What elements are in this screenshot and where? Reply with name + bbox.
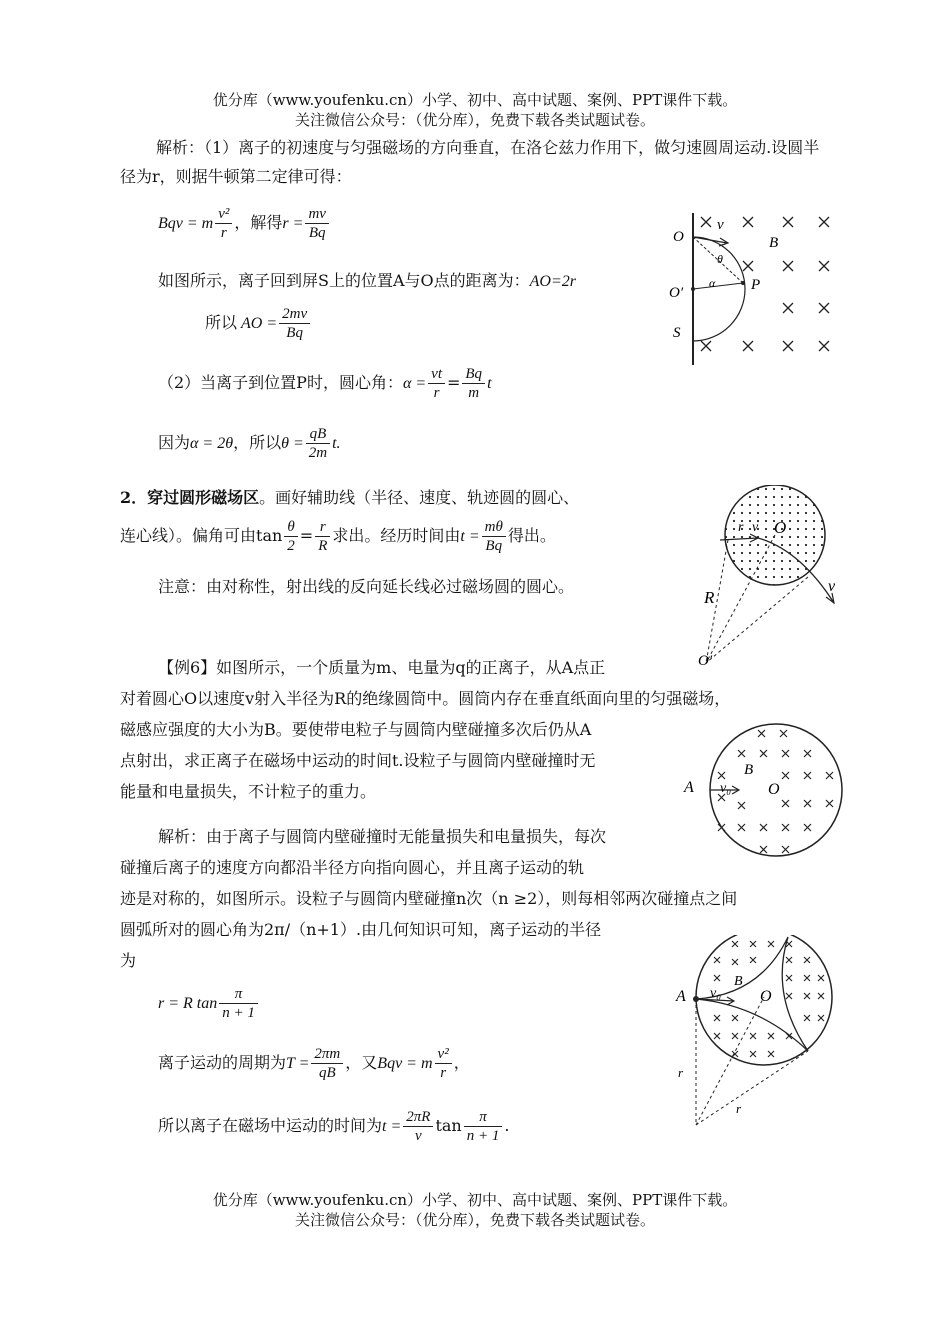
section2-line-1	[120, 487, 579, 509]
p2-num2: Bq	[462, 365, 485, 384]
fig1-label-O: O	[673, 229, 684, 245]
section2-tan-num: θ	[284, 518, 298, 537]
fig1-label-Oprime: O′	[669, 285, 684, 301]
period-also-end: ，	[453, 1053, 470, 1072]
eq1-den2: Bq	[308, 225, 326, 241]
fig1-label-alpha: α	[709, 276, 716, 290]
ao-text: 如图所示，离子回到屏S上的位置A与O点的距离为：	[158, 271, 530, 290]
example6-line-4: 点射出，求正离子在磁场中运动的时间t.设粒子与圆筒内壁碰撞时无	[120, 751, 596, 770]
header-line-2: 关注微信公众号：（优分库），免费下载各类试题试卷。	[294, 111, 655, 129]
time-tan: tan	[435, 1116, 462, 1135]
fig4-label-r1: r	[678, 1065, 684, 1080]
section2-text2c: 得出。	[507, 526, 556, 545]
period-also: ，又	[345, 1053, 378, 1072]
so-lhs: AO =	[241, 315, 278, 332]
fig3-label-v0: v₀	[720, 781, 732, 796]
period-fraction	[311, 1045, 343, 1082]
fig1-label-v: v	[717, 217, 724, 233]
fig1-label-S: S	[673, 325, 681, 341]
p2-text: （2）当离子到位置P时，圆心角：	[158, 373, 403, 392]
fig4-label-A: A	[676, 988, 686, 1005]
page-footer	[0, 1190, 950, 1230]
section2-t-lhs: t =	[460, 528, 480, 545]
radius-den: n + 1	[222, 1005, 255, 1021]
fig3-label-A: A	[684, 779, 694, 796]
fig3-label-B: B	[744, 762, 754, 778]
p2-fraction-2	[462, 365, 485, 402]
radius-num: π	[219, 985, 258, 1004]
radius-fraction	[219, 985, 258, 1022]
section2-tan: tan	[256, 526, 283, 545]
period-also-den: r	[440, 1065, 447, 1081]
analysis6-line-4: 圆弧所对的圆心角为2π/（n+1）.由几何知识可知，离子运动的半径	[120, 920, 602, 939]
section2-text2b: 求出。经历时间由	[332, 526, 461, 545]
because-lhs: θ =	[281, 435, 304, 452]
section2-t-num: mθ	[482, 518, 506, 537]
section2-t-fraction	[482, 518, 506, 555]
section2-title: 2．穿过圆形磁场区	[120, 488, 260, 507]
section2-tan-den: 2	[287, 538, 295, 554]
eq1-den: r	[220, 225, 227, 241]
header-line-1: 优分库（www.youfenku.cn）小学、初中、高中试题、案例、PPT课件下载。	[212, 91, 738, 109]
eq1-num2: mv	[305, 205, 329, 224]
p2-den1: r	[433, 385, 440, 401]
footer-line-1: 优分库（www.youfenku.cn）小学、初中、高中试题、案例、PPT课件下载。	[212, 1191, 738, 1209]
fig1-label-P: P	[751, 277, 761, 293]
example6-line-2: 对着圆心O以速度v射入半径为R的绝缘圆筒中。圆筒内存在垂直纸面向里的匀强磁场，	[120, 689, 731, 708]
fig4-label-r2: r	[736, 1101, 742, 1116]
time-den1: v	[415, 1128, 422, 1144]
section2-r-den: R	[318, 538, 328, 554]
p2-den2: m	[468, 385, 480, 401]
section2-theta-fraction	[284, 518, 298, 555]
so-den: Bq	[286, 325, 303, 341]
because-fraction	[306, 425, 330, 462]
period-equation	[158, 1045, 470, 1082]
so-equation	[205, 305, 312, 342]
part2-equation	[158, 365, 492, 402]
time-end: .	[504, 1116, 510, 1135]
period-also-eq: Bqv = m	[377, 1055, 433, 1072]
period-also-fraction	[435, 1045, 452, 1082]
section2-line-2	[120, 518, 556, 555]
fig4-label-B: B	[734, 974, 743, 989]
eq1-fraction-2	[305, 205, 329, 242]
time-text: 所以离子在磁场中运动的时间为	[158, 1116, 383, 1135]
fig2-label-O: O	[774, 518, 787, 537]
so-fraction	[279, 305, 310, 342]
page-header	[0, 90, 950, 130]
period-lhs: T =	[286, 1055, 310, 1072]
figure-circular-field	[690, 485, 845, 670]
figure-collision-path	[670, 935, 840, 1130]
eq1-r: r =	[282, 215, 304, 232]
analysis6-line-5: 为	[120, 951, 137, 970]
p2-t: t	[487, 375, 492, 392]
time-fraction-1	[403, 1108, 433, 1145]
because-mid: ，所以	[233, 433, 282, 452]
p2-lhs: α =	[402, 375, 427, 392]
footer-line-2: 关注微信公众号：（优分库），免费下载各类试题试卷。	[294, 1211, 655, 1229]
fig1-label-theta: θ	[717, 252, 723, 266]
period-text: 离子运动的周期为	[158, 1053, 287, 1072]
p2-fraction-1	[428, 365, 445, 402]
eq1-left: Bqv = m	[158, 215, 214, 232]
section2-text2a: 连心线）。偏角可由	[120, 526, 257, 545]
analysis6-line-3: 迹是对称的，如图所示。设粒子与圆筒内壁碰撞n次（n ≥2），则每相邻两次碰撞点之间	[120, 889, 738, 908]
period-num: 2πm	[311, 1045, 343, 1064]
because-equation	[158, 425, 341, 462]
period-also-num: v²	[435, 1045, 452, 1064]
because-t: t.	[332, 435, 341, 452]
time-fraction-2	[464, 1108, 503, 1145]
radius-equation	[158, 985, 260, 1022]
eq1-num: v²	[215, 205, 232, 224]
section2-r-num: r	[315, 518, 330, 537]
because-eq: α = 2θ	[190, 435, 234, 452]
time-num1: 2πR	[403, 1108, 433, 1127]
fig2-label-R: R	[704, 588, 715, 607]
analysis-paragraph-1: 解析：（1）离子的初速度与匀强磁场的方向垂直，在洛仑兹力作用下，做匀速圆周运动.设圆半径为r，则据牛顿第二定律可得：	[120, 138, 820, 186]
time-num2: π	[464, 1108, 503, 1127]
so-text: 所以	[205, 313, 238, 332]
ao-sentence	[158, 270, 576, 293]
example6-line-5: 能量和电量损失，不计粒子的重力。	[120, 782, 377, 801]
radius-lhs: r = R tan	[158, 995, 218, 1012]
p2-num1: vt	[428, 365, 445, 384]
example6-line-1: 【例6】如图所示，一个质量为m、电量为q的正离子，从A点正	[158, 658, 606, 677]
because-text: 因为	[158, 433, 191, 452]
analysis6-line-1: 解析：由于离子与圆筒内壁碰撞时无能量损失和电量损失，每次	[158, 827, 607, 846]
figure-magnetic-screen	[665, 205, 840, 370]
fig1-label-B: B	[769, 235, 779, 251]
fig2-label-v2: v	[828, 578, 836, 595]
eq1-mid: ，解得	[234, 213, 283, 232]
example6-line-3: 磁感应强度的大小为B。要使带电粒子与圆筒内壁碰撞多次后仍从A	[120, 720, 592, 739]
time-lhs: t =	[382, 1118, 402, 1135]
fig2-label-v: v	[752, 520, 759, 535]
p2-eq: =	[446, 373, 461, 392]
because-den: 2m	[308, 445, 328, 461]
fig4-label-v0: v₀	[710, 986, 722, 1001]
period-den: qB	[319, 1065, 336, 1081]
eq1-fraction	[215, 205, 232, 242]
because-num: qB	[306, 425, 330, 444]
so-num: 2mv	[279, 305, 310, 324]
time-equation	[158, 1108, 509, 1145]
section2-eq: =	[299, 526, 314, 545]
section2-r-fraction	[315, 518, 330, 555]
ao-equation: AO=2r	[529, 273, 576, 290]
section2-note: 注意：由对称性，射出线的反向延长线必过磁场圆的圆心。	[158, 577, 575, 596]
section2-text1: 。画好辅助线（半径、速度、轨迹圆的圆心、	[259, 488, 580, 507]
fig3-label-O: O	[768, 781, 780, 798]
section2-t-den: Bq	[485, 538, 503, 554]
fig2-label-r: r	[738, 520, 744, 535]
fig2-label-Oprime: O′	[698, 653, 713, 669]
time-den2: n + 1	[466, 1128, 500, 1144]
figure-cylinder	[680, 722, 845, 862]
equation-bqv	[158, 205, 331, 242]
analysis6-line-2: 碰撞后离子的速度方向都沿半径方向指向圆心，并且离子运动的轨	[120, 858, 585, 877]
fig4-label-O: O	[760, 988, 772, 1005]
